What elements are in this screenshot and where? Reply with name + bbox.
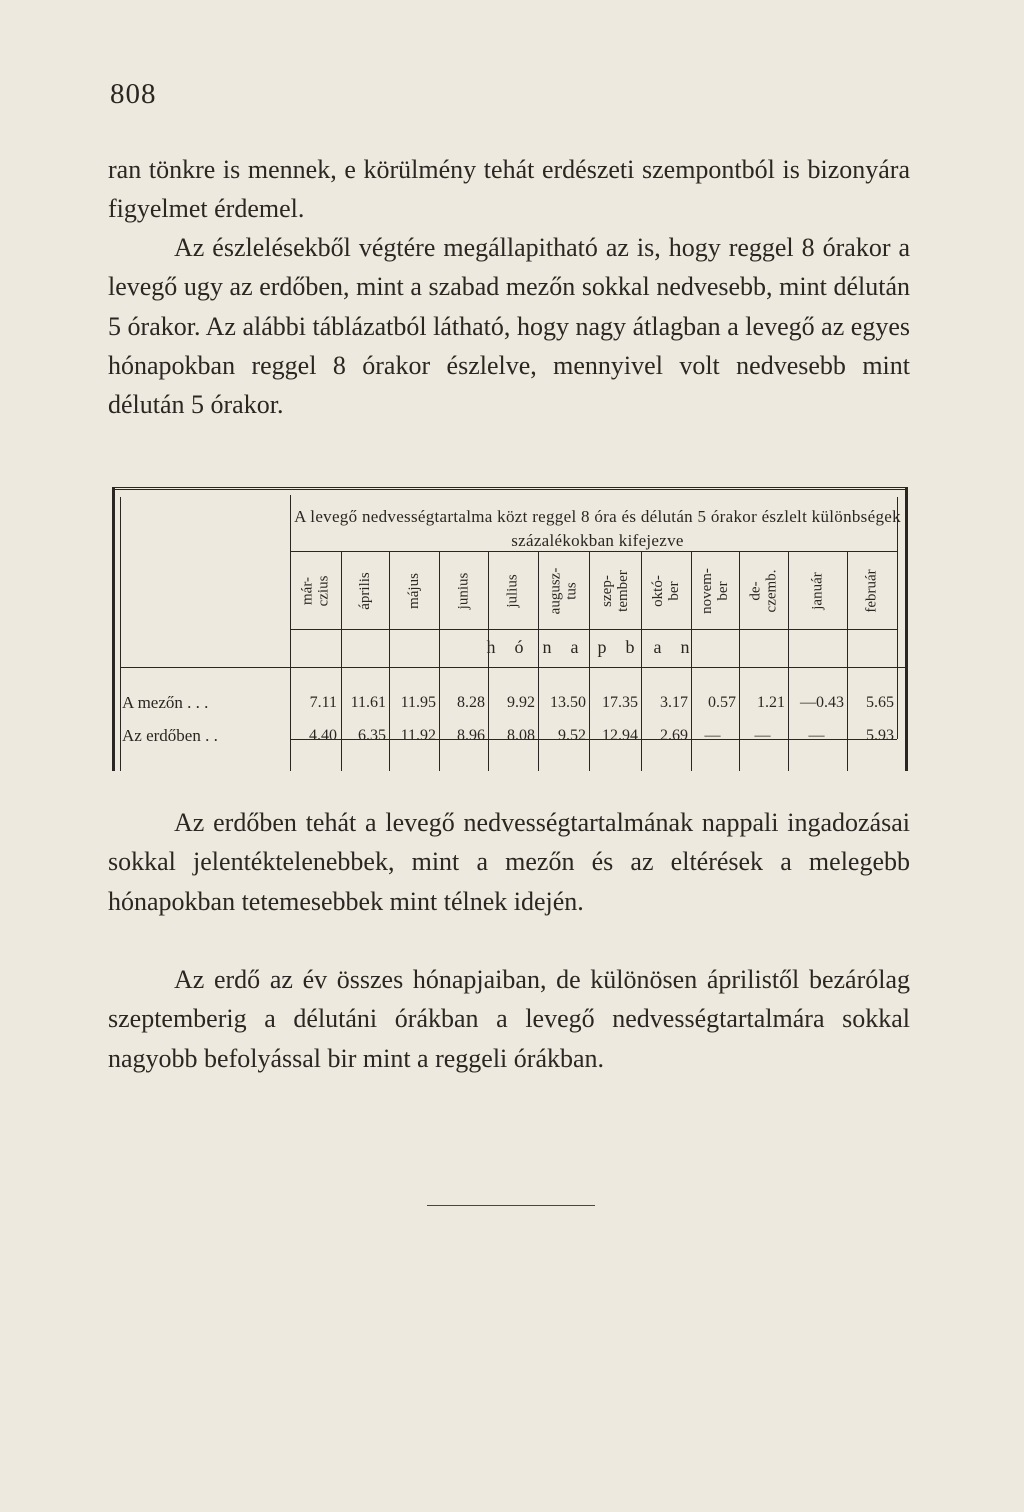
table-cell: 17.35 <box>602 694 638 711</box>
table-cell: — <box>754 727 771 744</box>
table-left-border <box>112 487 115 771</box>
month-header: április <box>357 572 373 610</box>
table-left-inner-border <box>120 497 121 771</box>
table-cell: 3.17 <box>660 694 688 711</box>
humidity-difference-table <box>112 487 908 771</box>
month-header: augusz- tus <box>547 567 580 615</box>
table-cell: 12.94 <box>602 727 638 744</box>
table-cell: 13.50 <box>550 694 586 711</box>
table-cell: —0.43 <box>800 694 844 711</box>
month-header: októ- ber <box>649 575 682 607</box>
month-header: julius <box>505 574 521 608</box>
table-cell: 6.35 <box>358 727 386 744</box>
row-label-forest: Az erdőben . . <box>122 726 218 745</box>
paragraph-4: Az erdő az év összes hónapjaiban, de különösen áprilistől bezárólag szeptemberig a délutáni órákban a levegő nedvességtartalmára sokkal nagyobb befolyással bir mint a reggeli órákban. <box>108 965 910 1073</box>
header-divider <box>120 667 905 668</box>
table-cell: 0.57 <box>708 694 736 711</box>
table-cell: 7.11 <box>309 694 337 711</box>
table-cell: 9.92 <box>507 694 535 711</box>
table-cell: 5.65 <box>866 694 894 711</box>
table-bottom-partial-rule <box>290 739 897 740</box>
footer-rule <box>427 1205 595 1206</box>
page-number: 808 <box>110 78 157 110</box>
month-header: szep- tember <box>599 570 631 612</box>
table-cell: 4.40 <box>309 727 337 744</box>
month-header: január <box>809 572 826 610</box>
paragraph-1: ran tönkre is mennek, e körülmény tehát erdészeti szempontból is bizonyára figyelmet érdemel. <box>108 155 910 224</box>
table-cell: 8.08 <box>507 727 535 744</box>
month-header: novem- ber <box>698 568 731 614</box>
month-header: de- czemb. <box>747 569 780 613</box>
table-cell: 9.52 <box>558 727 586 744</box>
month-header: február <box>864 569 880 613</box>
month-header: junius <box>455 572 472 610</box>
table-cell: 5.93 <box>866 727 894 744</box>
month-header: május <box>406 573 422 609</box>
paragraph-3: Az erdőben tehát a levegő nedvességtartalmának nappali ingadozásai sokkal jelentéktelenebbek, mint a mezőn és az eltérések a melegebb hónapokban tetemesebbek mint télnek idején. <box>108 808 910 916</box>
table-cell: 8.28 <box>457 694 485 711</box>
paragraph-2: Az észlelésekből végtére megállapitható az is, hogy reggel 8 órakor a levegő ugy az erdőben, mint a szabad mezőn sokkal nedvesebb, mint délután 5 órakor. Az alábbi táblázatból látható, hogy nagy átlagban a levegő az egyes hónapokban reggel 8 órakor észlelve, mennyivel volt nedvesebb mint délután 5 órakor. <box>108 233 910 420</box>
table-cell: 2.69 <box>660 727 688 744</box>
table-cell: 8.96 <box>457 727 485 744</box>
unit-row: hónapban <box>486 637 709 657</box>
table-cell: 11.92 <box>400 727 436 744</box>
table-caption: A levegő nedvességtartalma közt reggel 8 óra és délután 5 órakor észlelt különbségek százalékokban kifejezve <box>294 507 901 550</box>
caption-divider <box>290 551 897 552</box>
table-right-border <box>905 487 908 771</box>
month-divider <box>290 629 897 630</box>
table-cell: — <box>704 727 721 744</box>
month-header: már- czius <box>299 575 332 607</box>
table-cell: 11.61 <box>350 694 386 711</box>
table-top-rule <box>112 487 908 490</box>
row-label-field: A mezőn . . . <box>122 693 209 712</box>
table-cell: 1.21 <box>757 694 785 711</box>
table-cell: 11.95 <box>400 694 436 711</box>
table-cell: — <box>808 727 825 744</box>
